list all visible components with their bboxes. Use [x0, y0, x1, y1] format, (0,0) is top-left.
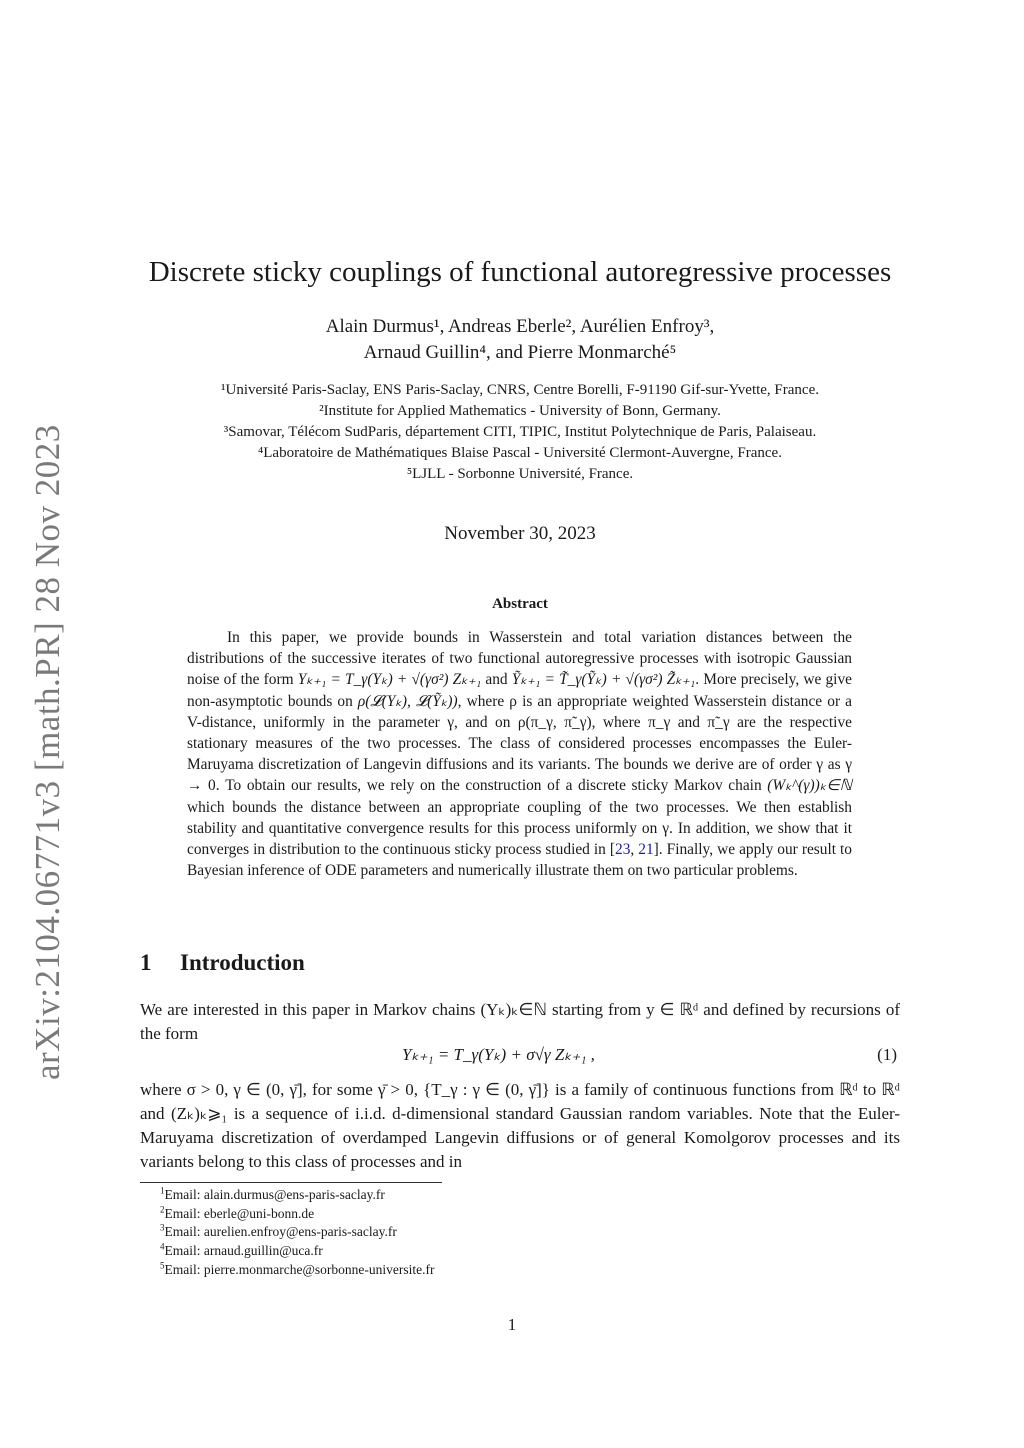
- footnote-mark: 5: [160, 1260, 165, 1271]
- section-title: Introduction: [180, 950, 305, 975]
- arxiv-side-stamp: arXiv:2104.06771v3 [math.PR] 28 Nov 2023: [28, 424, 67, 1080]
- footnote-text: Email: pierre.monmarche@sorbonne-universite.fr: [164, 1261, 435, 1277]
- citation-link-21[interactable]: 21: [638, 841, 654, 859]
- affiliation-1: ¹Université Paris-Saclay, ENS Paris-Saclay, CNRS, Centre Borelli, F-91190 Gif-sur-Yvette, France.: [221, 382, 819, 398]
- section-heading: [140, 950, 305, 976]
- abstract-text-5: which bounds the distance between an appropriate coupling of the two processes. We then establish stability and quantitative convergence results for this process uniformly on γ. In addition, we show that it converges in distribution to the continuous sticky process studied in [: [187, 798, 852, 859]
- footnote-text: Email: eberle@uni-bonn.de: [164, 1205, 315, 1221]
- abstract-math-4: (Wₖ^(γ))ₖ∈ℕ: [767, 777, 852, 795]
- footnote-text: Email: alain.durmus@ens-paris-saclay.fr: [164, 1187, 385, 1202]
- abstract-math-2: Ỹₖ₊₁ = T̃_γ(Ỹₖ) + √(γσ²) Z̃ₖ₊₁: [511, 671, 696, 689]
- abstract-text-1: In this paper, we provide bounds in Wasserstein and total variation distances between the distributions of the successive iterates of two functional autoregressive processes with isotropic Gaussian noise of the form: [187, 629, 852, 689]
- intro-text-1: We are interested in this paper in Markov chains (Yₖ)ₖ∈ℕ starting from y ∈ ℝᵈ and defined by recursions of the form: [140, 1000, 900, 1043]
- affiliation-5: ⁵LJLL - Sorbonne Université, France.: [406, 466, 634, 482]
- abstract-text-3: . More precisely, we give non-asymptotic bounds on: [187, 671, 852, 710]
- footnote-mark: 3: [160, 1222, 165, 1233]
- footnote-2: [160, 1205, 434, 1224]
- abstract-body: [187, 627, 852, 881]
- affiliation-4: ⁴Laboratoire de Mathématiques Blaise Pascal - Université Clermont-Auvergne, France.: [258, 445, 782, 461]
- footnote-5: [160, 1261, 434, 1280]
- equation-body: Yₖ₊₁ = T_γ(Yₖ) + σ√γ Zₖ₊₁ ,: [402, 1045, 595, 1064]
- intro-paragraph-2: [140, 1078, 900, 1174]
- paper-date: November 30, 2023: [444, 523, 596, 544]
- intro-paragraph-1: [140, 998, 900, 1046]
- page-number: 1: [507, 1315, 517, 1334]
- author-line-1: Alain Durmus¹, Andreas Eberle², Aurélien Enfroy³,: [325, 316, 715, 337]
- citation-link-23[interactable]: 23: [615, 841, 631, 859]
- affiliations: [120, 380, 920, 485]
- footnote-mark: 2: [160, 1204, 165, 1215]
- footnotes: [160, 1186, 434, 1280]
- equation-number: (1): [877, 1045, 897, 1064]
- abstract-text-4: , where ρ is an appropriate weighted Wasserstein distance or a V-distance, uniformly in the parameter γ, and on ρ(π_γ, π̃_γ), where π_γ and π̃_γ are the respective stationary measures of the two processes. The class of considered processes encompasses the Euler-Maruyama discretization of Langevin diffusions and its variants. The bounds we derive are of order γ as γ → 0. To obtain our results, we rely on the construction of a discrete sticky Markov chain: [187, 692, 853, 795]
- affiliation-2: ²Institute for Applied Mathematics - University of Bonn, Germany.: [319, 403, 721, 419]
- affiliation-3: ³Samovar, Télécom SudParis, département CITI, TIPIC, Institut Polytechnique de Paris, Palaiseau.: [223, 424, 817, 440]
- footnote-text: Email: aurelien.enfroy@ens-paris-saclay.fr: [164, 1224, 397, 1240]
- footnote-mark: 1: [160, 1185, 165, 1196]
- footnote-1: [160, 1186, 434, 1205]
- abstract-paragraph: [187, 627, 852, 881]
- abstract-text-6: ]. Finally, we apply our result to Bayesian inference of ODE parameters and numerically illustrate them on two particular problems.: [187, 841, 852, 880]
- abstract-math-1: Yₖ₊₁ = T_γ(Yₖ) + √(γσ²) Zₖ₊₁: [297, 671, 482, 689]
- footnote-text: Email: arnaud.guillin@uca.fr: [164, 1243, 323, 1259]
- intro-text-2: where σ > 0, γ ∈ (0, γ̄], for some γ̄ > 0, {T_γ : γ ∈ (0, γ̄]} is a family of continuous functions from ℝᵈ to ℝᵈ and (Zₖ)ₖ⩾₁ is a sequence of i.i.d. d-dimensional standard Gaussian random variables. Note that the Euler-Maruyama discretization of overdamped Langevin diffusions or of general Komolgorov processes and its variants belong to this class of processes and in: [140, 1080, 900, 1171]
- author-list: [150, 314, 890, 366]
- paper-title: Discrete sticky couplings of functional autoregressive processes: [148, 256, 892, 288]
- citation-separator: ,: [630, 841, 639, 859]
- abstract-heading: Abstract: [492, 596, 548, 612]
- footnote-3: [160, 1223, 434, 1242]
- abstract-text-2: and: [481, 671, 512, 689]
- abstract-math-3: ρ(𝓛(Yₖ), 𝓛(Ỹₖ)): [357, 692, 458, 710]
- footnote-mark: 4: [160, 1241, 165, 1252]
- author-line-2: Arnaud Guillin⁴, and Pierre Monmarché⁵: [363, 342, 677, 363]
- section-number: 1: [140, 950, 152, 975]
- footnote-rule: [140, 1182, 442, 1183]
- footnote-4: [160, 1242, 434, 1261]
- equation-1: [140, 1043, 900, 1071]
